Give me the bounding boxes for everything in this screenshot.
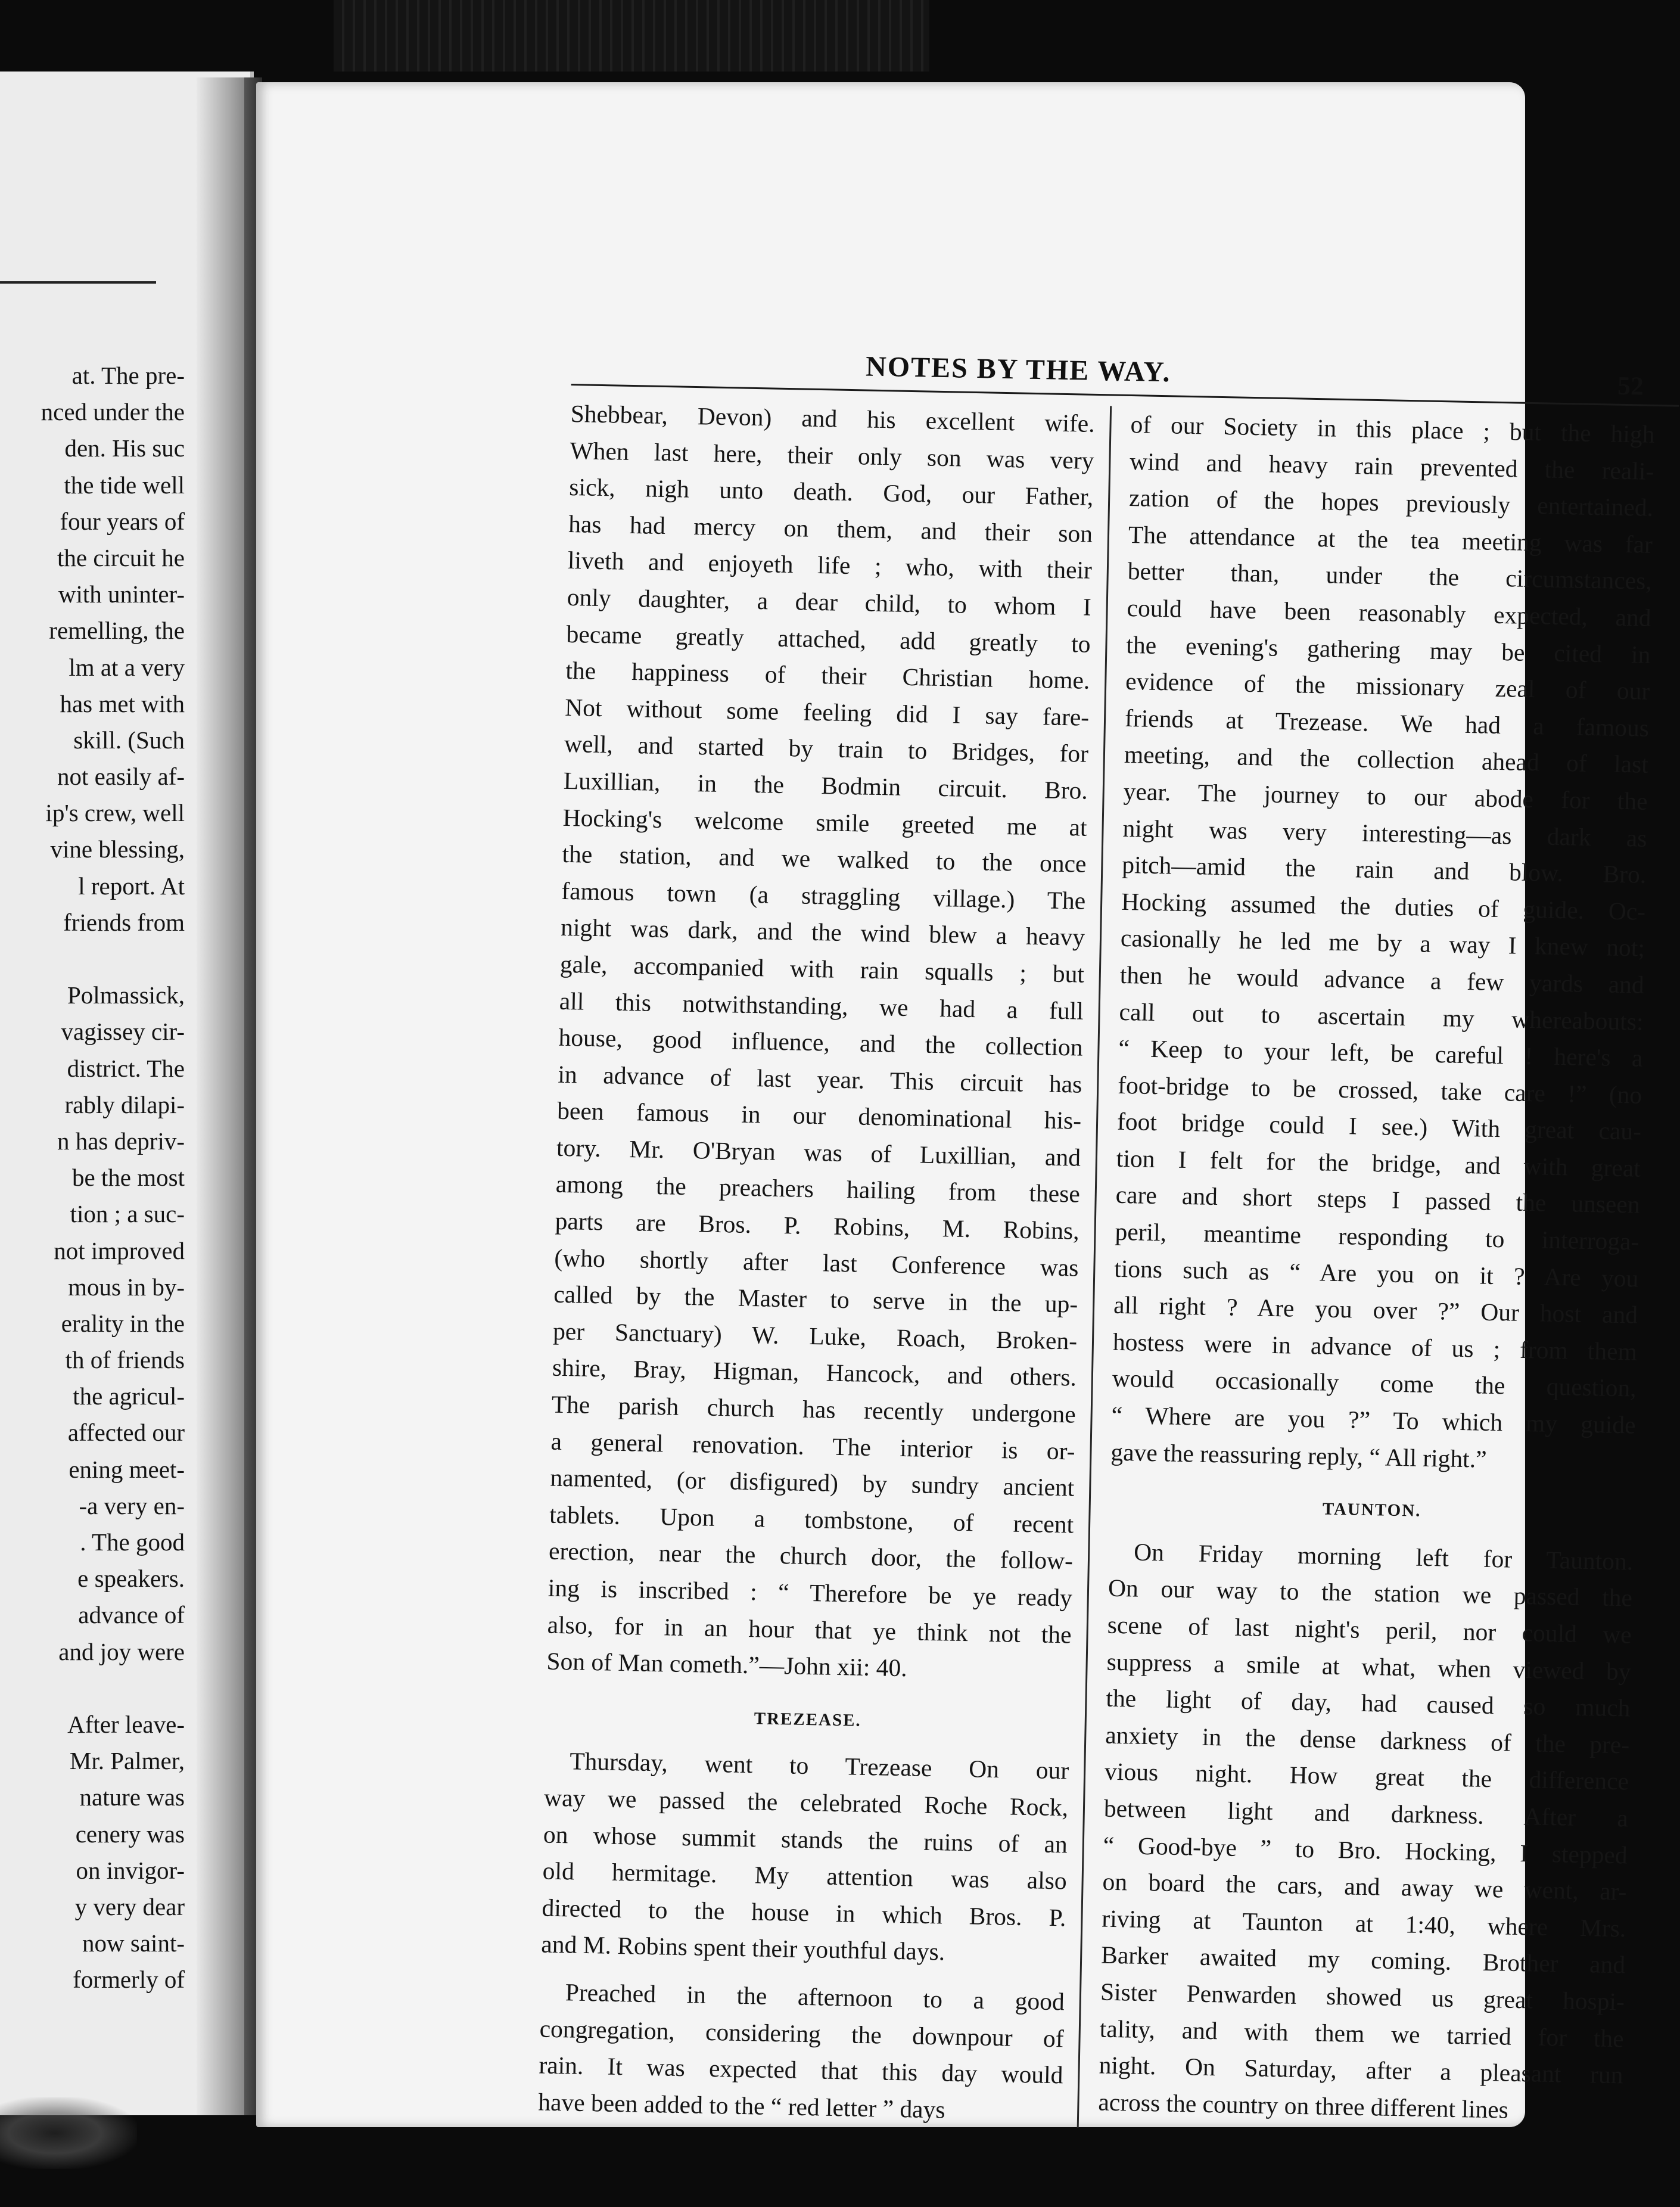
text-line: between light and darkness. After a (1103, 1794, 1629, 1832)
section-heading-taunton: TAUNTON. (1322, 1499, 1421, 1521)
text-line: The parish church has recently undergone (551, 1390, 1077, 1428)
left-page-fragment: skill. (Such (73, 726, 185, 754)
text-line: gave the reassuring reply, “ All right.” (1110, 1438, 1487, 1473)
text-line: then he would advance a few yards and (1119, 960, 1645, 999)
text-line: could have been reasonably expected, and (1127, 593, 1651, 632)
text-line: in advance of last year. This circuit has (558, 1060, 1082, 1098)
paragraph-preached (538, 1973, 1065, 2130)
text-line: shire, Bray, Higman, Hancock, and others. (552, 1354, 1077, 1392)
text-line: have been added to the “ red letter ” days (537, 2088, 945, 2124)
text-line: casionally he led me by a way I knew not; (1120, 924, 1645, 962)
text-line: On Friday morning left for Taunton. (1133, 1538, 1634, 1575)
left-page-fragment: four years of (60, 507, 185, 535)
text-line: among the preachers hailing from these (555, 1170, 1081, 1208)
running-head (571, 344, 1680, 408)
left-page-fragment: cenery was (75, 1820, 185, 1848)
left-page-fragment: . The good (80, 1528, 185, 1556)
text-line: tory. Mr. O'Bryan was of Luxillian, and (556, 1133, 1081, 1171)
text-line: also, for in an hour that ye think not the (547, 1611, 1072, 1649)
left-page-fragment: remelling, the (49, 617, 185, 645)
text-line: old hermitage. My attention was also (542, 1857, 1068, 1895)
text-line: suppress a smile at what, when viewed by (1106, 1648, 1632, 1686)
text-line: better than, under the circumstances, (1127, 557, 1653, 595)
left-page-fragment: y very dear (74, 1892, 185, 1920)
text-line: anxiety in the dense darkness of the pre- (1105, 1721, 1630, 1759)
left-page-fragment: on invigor- (76, 1856, 185, 1884)
film-edge-strip (334, 0, 929, 72)
text-line: care and short steps I passed the unseen (1115, 1181, 1641, 1219)
text-line: meeting, and the collection ahead of last (1124, 741, 1649, 779)
text-line: Sister Penwarden showed us great hospi- (1100, 1978, 1625, 2016)
left-page-fragment: -a very en- (79, 1491, 185, 1519)
text-line: congregation, considering the downpour of (539, 2015, 1065, 2052)
left-page-fragment: the circuit he (57, 543, 185, 571)
paragraph-gap (0, 941, 185, 977)
left-page-fragment: has met with (60, 689, 185, 717)
left-page-fragment: the tide well (64, 471, 185, 499)
left-page-fragment: mous in by- (68, 1273, 185, 1301)
text-line: a general renovation. The interior is or- (550, 1427, 1075, 1465)
text-line: the light of day, had caused so much (1106, 1684, 1631, 1722)
text-line: and M. Robins spent their youthful days. (541, 1930, 945, 1966)
text-line: tions such as “ Are you on it ? Are you (1113, 1254, 1639, 1292)
left-page-fragment: Polmassick, (67, 981, 185, 1009)
section-heading-trezease: TREZEASE. (754, 1709, 862, 1730)
text-line: house, good influence, and the collection (558, 1023, 1083, 1061)
text-line: “ Good-bye ” to Bro. Hocking, I stepped (1103, 1831, 1628, 1869)
text-line: famous town (a straggling village.) The (561, 876, 1086, 915)
paragraph-journey (1110, 406, 1655, 1481)
text-line: called by the Master to serve in the up- (553, 1280, 1078, 1318)
text-line: rain. It was expected that this day would (539, 2051, 1063, 2089)
left-page-fragment: e speakers. (77, 1565, 185, 1593)
text-line: ing is inscribed : “ Therefore be ye ready (547, 1574, 1073, 1612)
paragraph-taunton (1098, 1533, 1634, 2130)
text-line: across the country on three different lines (1098, 2088, 1509, 2124)
left-page-fragment: nced under the (41, 398, 185, 426)
text-line: the evening's gathering may be cited in (1126, 630, 1651, 669)
text-line: evidence of the missionary zeal of our (1125, 667, 1650, 705)
left-page-fragment: nature was (79, 1783, 185, 1811)
text-line: would occasionally come the question, (1112, 1364, 1637, 1403)
text-line: all this notwithstanding, we had a full (559, 987, 1084, 1025)
left-page-fragment: and joy were (58, 1637, 185, 1665)
left-page-fragment: lm at a very (69, 653, 185, 681)
left-page-fragment: be the most (71, 1164, 185, 1192)
left-page-fragment: l report. At (78, 872, 185, 900)
text-line: friends at Trezease. We had a famous (1124, 704, 1650, 742)
left-page-fragment: formerly of (73, 1966, 185, 1994)
right-page (256, 82, 1655, 2127)
text-line: hostess were in advance of us ; from them (1112, 1328, 1638, 1366)
text-line: became greatly attached, add greatly to (566, 620, 1091, 658)
text-line: been famous in our denominational his- (556, 1097, 1082, 1134)
left-page-fragment: After leave- (67, 1710, 185, 1738)
left-page-fragment: affected our (67, 1419, 185, 1447)
text-line: peril, meantime responding to interroga- (1115, 1217, 1639, 1255)
left-page-fragment: Mr. Palmer, (69, 1747, 185, 1775)
text-line: erection, near the church door, the follow- (548, 1537, 1074, 1575)
right-column (1098, 406, 1655, 2131)
text-line: “ Keep to your left, be careful ! here's a (1118, 1034, 1643, 1072)
left-page-fragment: the agricul- (73, 1382, 185, 1410)
text-line: Preached in the afternoon to a good (565, 1978, 1065, 2016)
text-line: gale, accompanied with rain squalls ; but (559, 950, 1085, 988)
left-page-fragment: ening meet- (69, 1455, 185, 1483)
text-line: sick, nigh unto death. God, our Father, (568, 473, 1094, 511)
text-line: Not without some feeling did I say fare- (564, 693, 1090, 731)
left-page-header-rule (0, 281, 156, 284)
text-line: Barker awaited my coming. Brother and (1100, 1941, 1626, 1979)
text-line: Shebbear, Devon) and his excellent wife. (570, 399, 1096, 437)
scan-smudge (0, 2097, 137, 2169)
left-page-fragment: now saint- (82, 1929, 185, 1957)
left-page-fragment: not improved (54, 1236, 185, 1264)
left-page-fragment: advance of (78, 1601, 185, 1629)
text-line: pitch—amid the rain and blow. Bro. (1121, 851, 1647, 888)
text-line: “ Where are you ?” To which my guide (1111, 1401, 1636, 1439)
left-page-fragment: not easily af- (57, 763, 185, 791)
text-line: on whose summit stands the ruins of an (543, 1820, 1068, 1858)
paragraph-gap (0, 1670, 185, 1706)
page-number: 52 (1617, 371, 1644, 401)
left-page-fragment: th of friends (65, 1346, 185, 1374)
text-line: Hocking's welcome smile greeted me at (562, 803, 1088, 841)
text-line: (who shortly after last Conference was (554, 1244, 1079, 1282)
text-line: The attendance at the tea meeting was far (1128, 520, 1653, 558)
left-page-fragment: erality in the (61, 1309, 185, 1337)
text-line: the happiness of their Christian home. (565, 657, 1090, 694)
left-page-fragment: district. The (67, 1054, 185, 1082)
left-page-text-fragments (0, 358, 185, 1998)
text-line: way we passed the celebrated Roche Rock, (543, 1783, 1069, 1821)
text-line: has had mercy on them, and their son (568, 509, 1093, 548)
text-line: Thursday, went to Trezease On our (569, 1747, 1069, 1785)
text-line: riving at Taunton at 1:40, where Mrs. (1102, 1904, 1626, 1942)
left-page-fragment: n has depriv- (57, 1127, 185, 1155)
text-line: the station, and we walked to the once (562, 840, 1087, 878)
left-column (538, 396, 1095, 2131)
text-line: Hocking assumed the duties of guide. Oc- (1121, 887, 1646, 925)
text-line: night was dark, and the wind blew a heavy (560, 913, 1085, 952)
paragraph-luxillian (546, 396, 1095, 1690)
text-line: foot-bridge to be crossed, take care !” (no (1117, 1071, 1642, 1109)
text-line: on board the cars, and away we went, ar- (1102, 1867, 1627, 1906)
text-line: liveth and enjoyeth life ; who, with their (567, 546, 1093, 585)
text-line: foot bridge could I see.) With great cau- (1116, 1108, 1642, 1145)
text-line: directed to the house in which Bros. P. (542, 1894, 1066, 1932)
left-page-fragment: friends from (63, 908, 185, 936)
text-line: of our Society in this place ; but the high (1130, 411, 1655, 448)
left-page-fragment: vagissey cir- (61, 1018, 185, 1046)
left-page-fragment: den. His suc (64, 434, 185, 462)
text-line: only daughter, a dear child, to whom I (567, 583, 1092, 621)
left-page-fragment: rably dilapi- (64, 1090, 185, 1118)
text-line: all right ? Are you over ?” Our host and (1113, 1291, 1638, 1329)
text-line: tion I felt for the bridge, and with great (1116, 1144, 1641, 1182)
text-line: Luxillian, in the Bodmin circuit. Bro. (563, 766, 1088, 804)
text-line: tality, and with them we tarried for the (1099, 2015, 1625, 2052)
left-page-fragment: tion ; a suc- (70, 1200, 185, 1228)
left-page-fragment: vine blessing, (50, 835, 185, 863)
left-page-fragment: with uninter- (58, 580, 185, 608)
text-line: tablets. Upon a tombstone, of recent (549, 1500, 1074, 1538)
left-page-fragment: ip's crew, well (45, 799, 185, 827)
text-line: parts are Bros. P. Robins, M. Robins, (555, 1207, 1080, 1245)
page-content (537, 344, 1679, 2153)
text-line: year. The journey to our abode for the (1123, 777, 1648, 815)
text-line: night. On Saturday, after a pleasant run (1099, 2051, 1624, 2089)
text-line: namented, (or disfigured) by sundry ancient (550, 1463, 1075, 1502)
text-line: call out to ascertain my whereabouts: (1119, 997, 1644, 1036)
text-line: wind and heavy rain prevented the reali- (1129, 447, 1654, 485)
text-line: vious night. How great the difference (1104, 1757, 1629, 1795)
text-line: zation of the hopes previously entertained. (1128, 484, 1654, 522)
text-line: scene of last night's peril, nor could we (1107, 1611, 1632, 1649)
text-line: On our way to the station we passed the (1107, 1574, 1633, 1612)
text-line: well, and started by train to Bridges, for (564, 730, 1089, 768)
text-line: per Sanctuary) W. Luke, Roach, Broken- (552, 1317, 1078, 1355)
page-title: NOTES BY THE WAY. (865, 350, 1172, 388)
left-page-fragment: at. The pre- (71, 362, 185, 389)
text-line: night was very interesting—as dark as (1122, 814, 1647, 852)
paragraph-trezease (541, 1743, 1069, 1973)
text-line: When last here, their only son was very (570, 436, 1094, 474)
text-line: Son of Man cometh.”—John xii: 40. (546, 1647, 908, 1682)
